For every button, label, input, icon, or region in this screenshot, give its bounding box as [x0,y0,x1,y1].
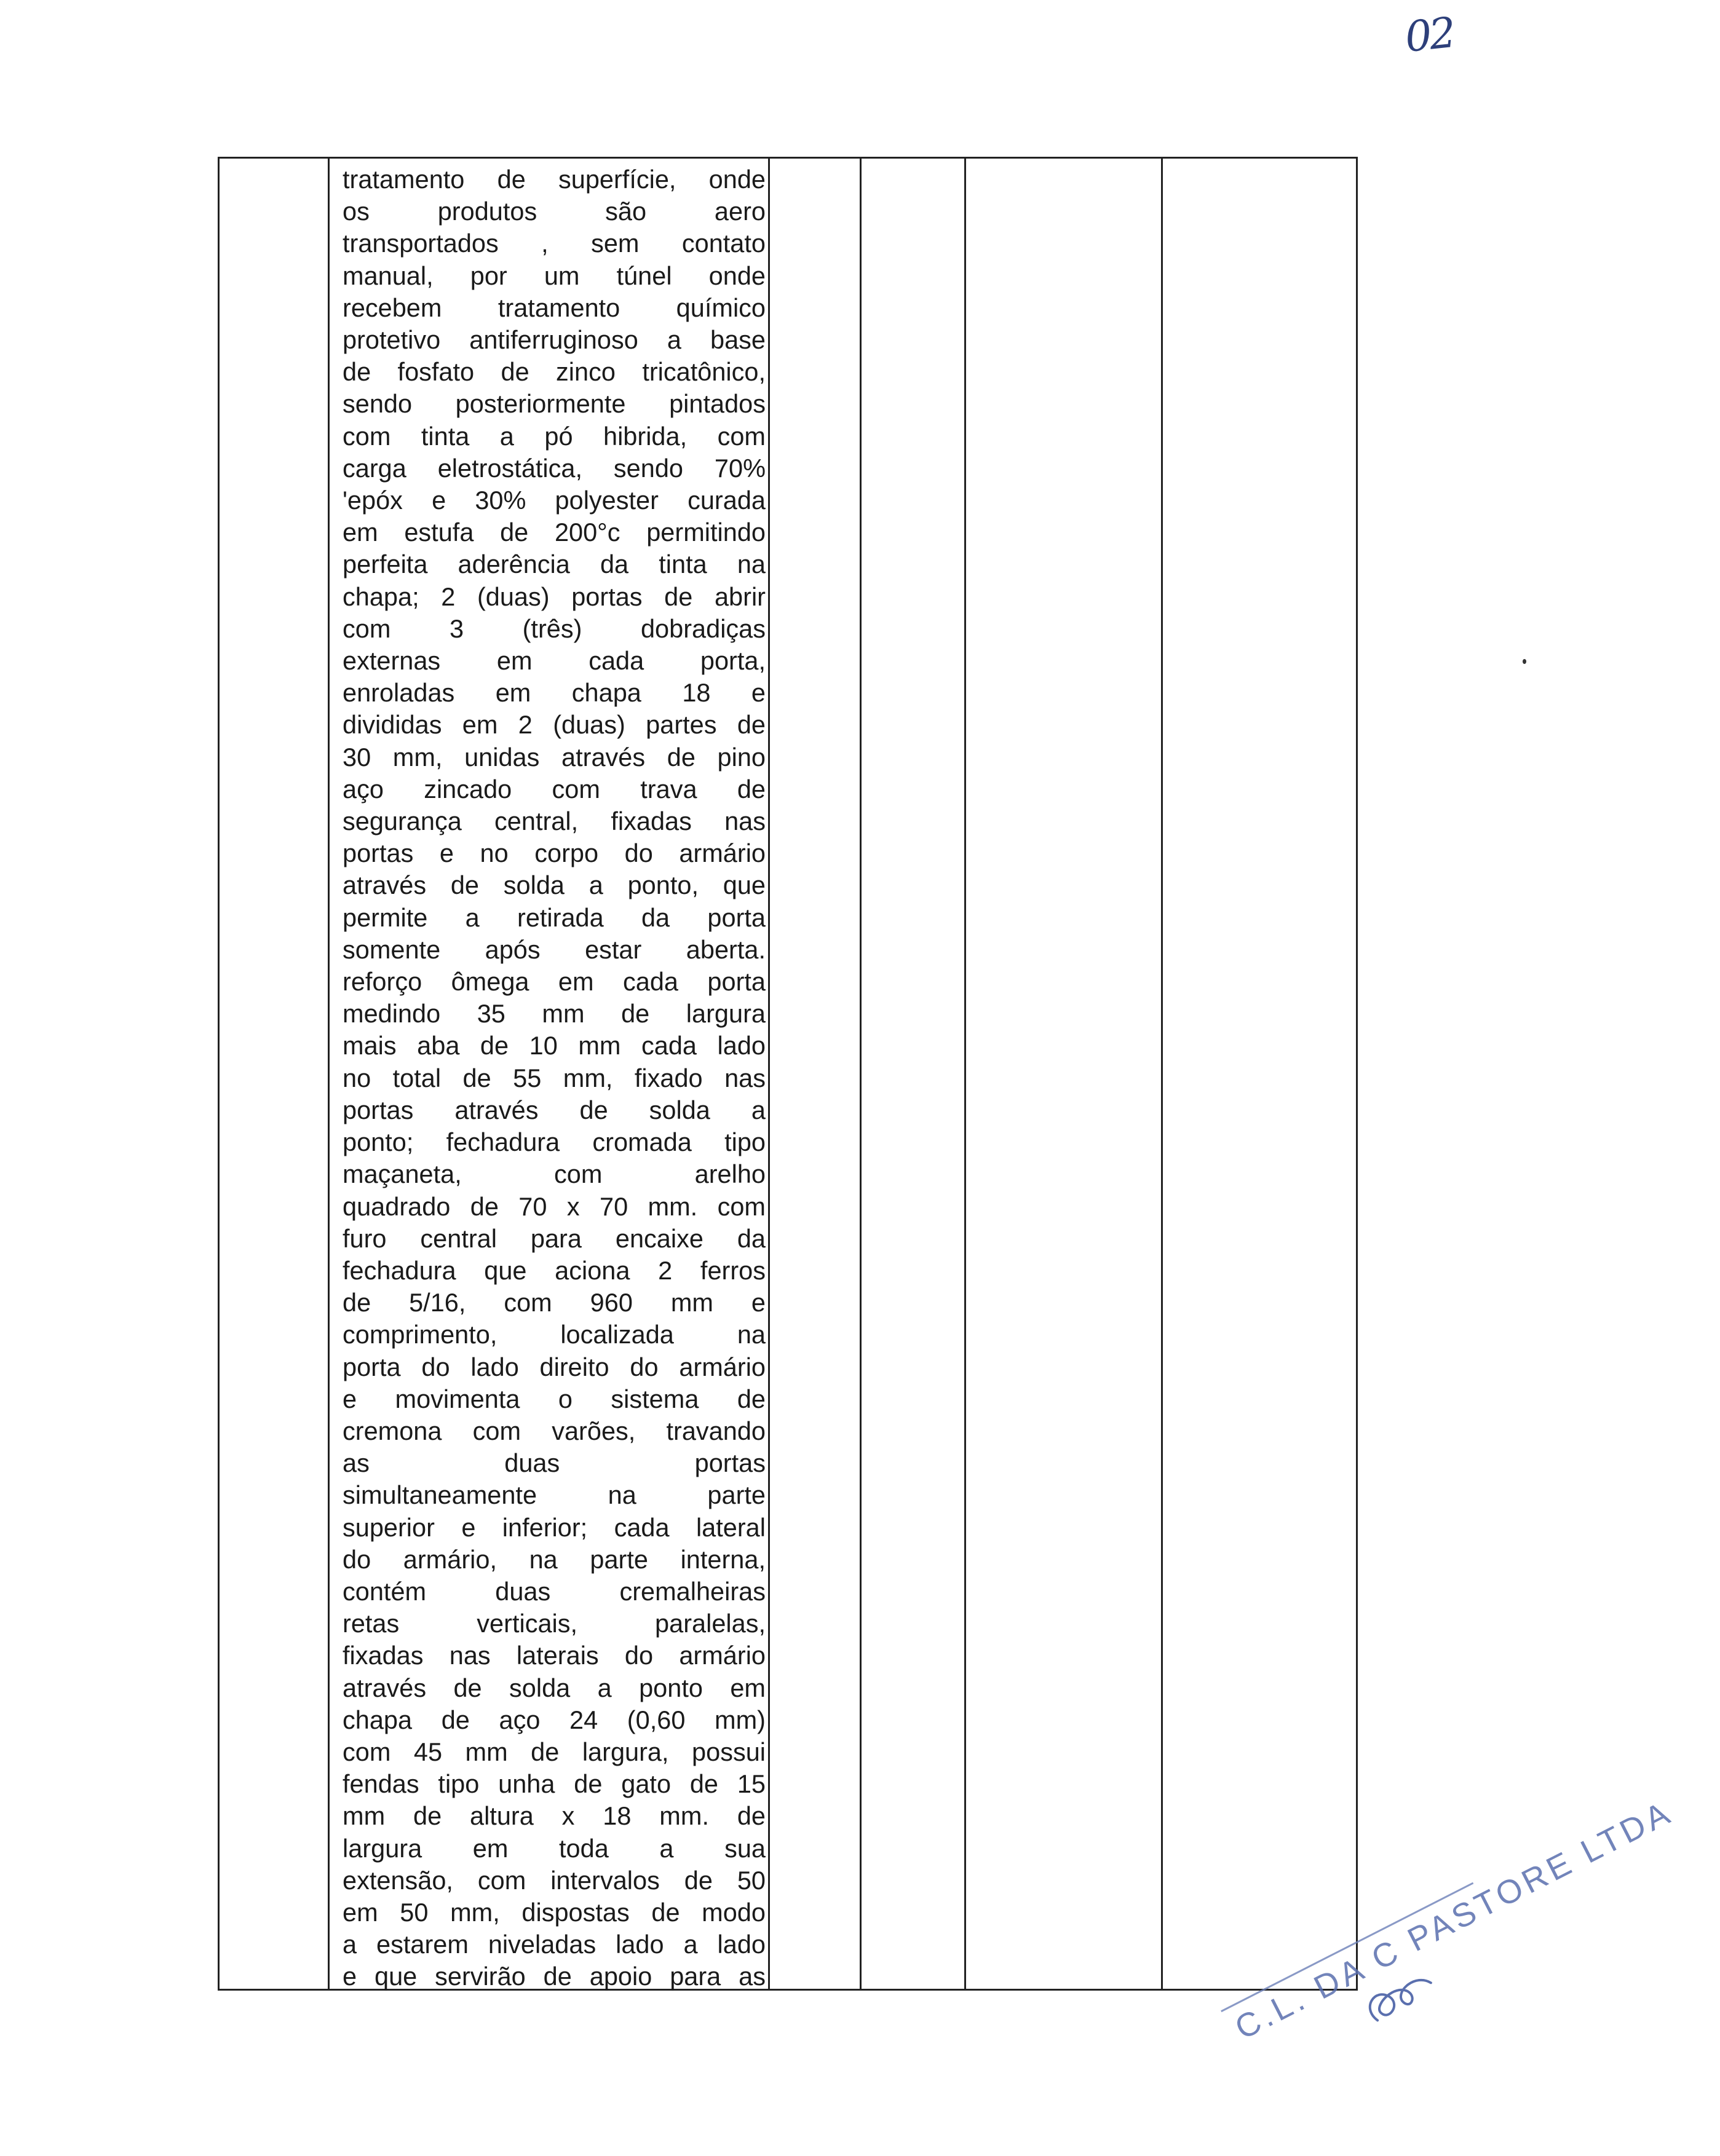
description-line: manual, por um túnel onde [343,261,766,290]
description-line: porta do lado direito do armário [343,1352,766,1381]
description-line: os produtos são aero [343,197,766,226]
description-line: tratamento de superfície, onde [343,165,766,194]
description-line: retas verticais, paralelas, [343,1609,766,1638]
description-line: comprimento, localizada na [343,1320,766,1349]
description-line: divididas em 2 (duas) partes de [343,710,766,740]
description-line: e que servirão de apoio para as [343,1962,766,1991]
description-line: através de solda a ponto em [343,1673,766,1702]
description-line: mm de altura x 18 mm. de [343,1801,766,1831]
description-line: aço zincado com trava de [343,774,766,804]
description-line: reforço ômega em cada porta [343,967,766,997]
specification-table [218,157,1358,1991]
column-divider-1 [328,159,330,1989]
column-divider-3 [860,159,862,1989]
description-line: somente após estar aberta. [343,934,766,964]
description-line: portas e no corpo do armário [343,839,766,868]
item-description-cell [343,164,766,1993]
description-line: simultaneamente na parte [343,1480,766,1510]
column-divider-5 [1161,159,1163,1989]
description-line: recebem tratamento químico [343,293,766,322]
description-line: a estarem niveladas lado a lado [343,1930,766,1959]
description-line: protetivo antiferruginoso a base [343,325,766,355]
description-line: chapa; 2 (duas) portas de abrir [343,582,766,611]
column-divider-4 [964,159,966,1989]
description-line: portas através de solda a [343,1095,766,1124]
description-line: perfeita aderência da tinta na [343,550,766,579]
description-line: quadrado de 70 x 70 mm. com [343,1191,766,1221]
description-line: com 3 (três) dobradiças [343,614,766,643]
description-line: enroladas em chapa 18 e [343,678,766,708]
description-line: fechadura que aciona 2 ferros [343,1255,766,1285]
description-line: 30 mm, unidas através de pino [343,742,766,772]
description-line: chapa de aço 24 (0,60 mm) [343,1705,766,1734]
description-line: carga eletrostática, sendo 70% [343,453,766,483]
description-line: fendas tipo unha de gato de 15 [343,1769,766,1799]
description-line: medindo 35 mm de largura [343,999,766,1029]
description-line: transportados , sem contato [343,229,766,258]
description-line: do armário, na parte interna, [343,1544,766,1574]
description-line: de 5/16, com 960 mm e [343,1288,766,1317]
scan-speck [1523,659,1526,664]
description-line: e movimenta o sistema de [343,1384,766,1413]
description-line: as duas portas [343,1448,766,1478]
description-line: fixadas nas laterais do armário [343,1641,766,1670]
description-line: em estufa de 200°c permitindo [343,518,766,547]
description-line: permite a retirada da porta [343,902,766,932]
description-line: em 50 mm, dispostas de modo [343,1897,766,1927]
description-line: no total de 55 mm, fixado nas [343,1063,766,1092]
description-line: superior e inferior; cada lateral [343,1512,766,1542]
description-line: extensão, com intervalos de 50 [343,1865,766,1895]
description-line: 'epóx e 30% polyester curada [343,486,766,515]
description-line: de fosfato de zinco tricatônico, [343,357,766,387]
description-line: sendo posteriormente pintados [343,389,766,419]
description-line: cremona com varões, travando [343,1416,766,1445]
description-line: furo central para encaixe da [343,1223,766,1253]
description-line: através de solda a ponto, que [343,871,766,900]
description-line: maçaneta, com arelho [343,1159,766,1189]
column-divider-2 [768,159,770,1989]
description-line: mais aba de 10 mm cada lado [343,1031,766,1060]
description-line: ponto; fechadura cromada tipo [343,1127,766,1157]
description-line: com 45 mm de largura, possui [343,1737,766,1766]
description-line: externas em cada porta, [343,646,766,676]
page-number: 02 [1403,9,1456,62]
description-line: largura em toda a sua [343,1833,766,1863]
description-line: contém duas cremalheiras [343,1576,766,1606]
description-line: com tinta a pó hibrida, com [343,421,766,451]
stamp-text: C.L. DA C PASTORE LTDA [1229,1793,1679,2047]
description-line: segurança central, fixadas nas [343,807,766,836]
